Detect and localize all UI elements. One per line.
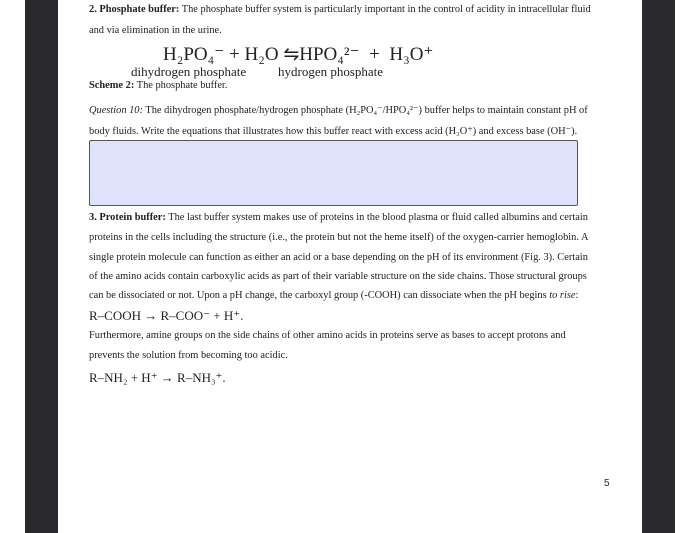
section3-line2: proteins in the cells including the structure (i.e., the protein but not the heme itself) of the oxygen-carrier hemoglobin. A <box>89 232 589 243</box>
question-line2: body fluids. Write the equations that illustrates how this buffer react with excess acid (H₃O⁺) and excess base (OH⁻). <box>89 126 578 137</box>
question-label: Question 10: <box>89 105 143 116</box>
reactant: H₂PO₄⁻ <box>163 44 225 65</box>
plus: + <box>229 44 240 65</box>
amine-equation: R–NH₂ + H⁺ → R–NH₃⁺. <box>89 370 226 385</box>
text: can be dissociated or not. Upon a pH change, the carboxyl group (-COOH) can dissociate when the pH begins <box>89 290 550 301</box>
section2-line1 <box>89 4 591 15</box>
text: : <box>575 290 579 301</box>
product: HPO₄²⁻ <box>299 44 360 65</box>
plus: + <box>369 44 380 65</box>
section2-heading: 2. Phosphate buffer: <box>89 4 180 15</box>
section3-line4: of the amino acids contain carboxylic acids as part of their variable structure on the side chains. Those structural groups <box>89 271 587 282</box>
text: The last buffer system makes use of proteins in the blood plasma or fluid called albumins and certain <box>165 212 588 223</box>
question-line1 <box>89 104 588 116</box>
phosphate-equation <box>163 43 433 66</box>
section3-line3: single protein molecule can function as either an acid or a base depending on the pH of its environment (Fig. 3). Certain <box>89 252 588 263</box>
text: The phosphate buffer system is particularly important in the control of acidity in intracellular fluid <box>179 4 591 15</box>
page-number: 5 <box>604 478 610 489</box>
section3-line7: prevents the solution from becoming too acidic. <box>89 350 288 361</box>
italic-text: to rise <box>549 290 576 301</box>
scheme-caption <box>89 80 227 91</box>
section3-line5 <box>89 290 578 301</box>
section2-line2: and via elimination in the urine. <box>89 25 222 36</box>
label-hydrogen: hydrogen phosphate <box>278 64 384 79</box>
section3-line1 <box>89 212 588 223</box>
section3-heading: 3. Protein buffer: <box>89 212 166 223</box>
answer-input[interactable] <box>89 140 578 206</box>
right-dark-border <box>642 0 675 533</box>
text: The phosphate buffer. <box>134 80 228 91</box>
left-dark-border <box>25 0 58 533</box>
product: H₃O⁺ <box>389 44 434 65</box>
equilibrium-arrow: ⇋ <box>283 44 300 65</box>
text: The dihydrogen phosphate/hydrogen phosphate (H₂PO₄⁻/HPO₄²⁻) buffer helps to maintain constant pH of <box>142 105 588 116</box>
carboxyl-equation: R–COOH → R–COO⁻ + H⁺. <box>89 308 244 323</box>
scheme-label: Scheme 2: <box>89 80 135 91</box>
reactant: H₂O <box>244 44 279 65</box>
label-dihydrogen: dihydrogen phosphate <box>131 64 247 79</box>
section3-line6: Furthermore, amine groups on the side chains of other amino acids in proteins serve as bases to accept protons and <box>89 330 566 341</box>
